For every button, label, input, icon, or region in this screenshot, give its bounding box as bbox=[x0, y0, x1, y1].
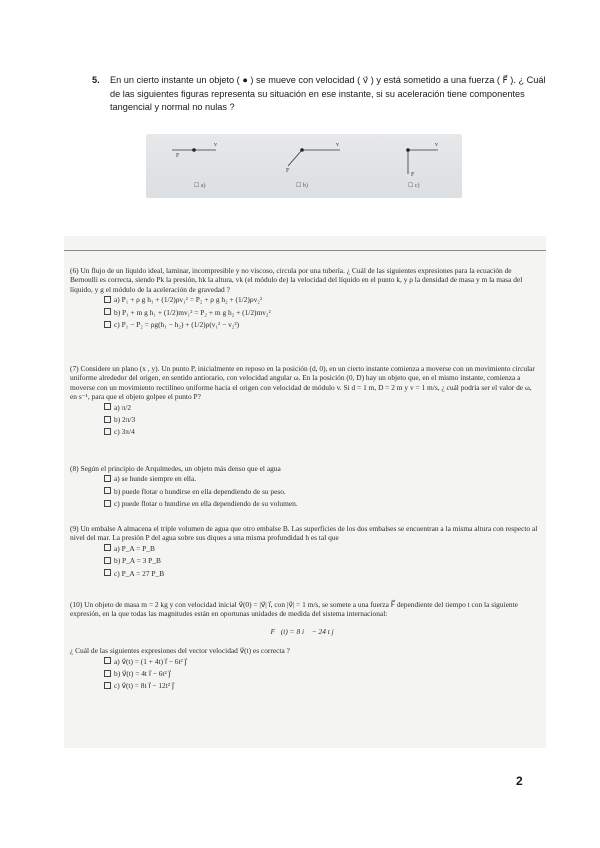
figure-a-v-label: v bbox=[214, 142, 217, 148]
checkbox-icon[interactable] bbox=[104, 475, 111, 482]
figure-b-f-label: F bbox=[286, 168, 290, 174]
checkbox-icon[interactable] bbox=[104, 670, 111, 677]
checkbox-icon[interactable] bbox=[104, 428, 111, 435]
question-5-text: En un cierto instante un objeto ( ● ) se mueve con velocidad ( v⃗ ) y está sometido a una fuerza ( F⃗ ). ¿ Cuál de las siguientes figuras representa su situación en ese instante, si su aceleración tiene componentes tangencial y normal no nulas ? bbox=[110, 75, 546, 112]
question-7-option-c[interactable]: c) 3π/4 bbox=[104, 426, 540, 438]
question-10-option-c[interactable]: c) v⃗(t) = 8t i⃗ − 12t² j⃗ bbox=[104, 680, 540, 692]
question-9-text: (9) Un embalse A almacena el triple volumen de agua que otro embalse B. Las superficies de los dos embalses se encuentran a la misma altura con respecto al nivel del mar. La presión P del agua sobre sus diques a una misma profundidad h es tal que bbox=[70, 524, 538, 543]
question-10-text: (10) Un objeto de masa m = 2 kg y con velocidad inicial v⃗(0) = |v⃗| i⃗, con |v⃗| = 1 m/s, se somete a una fuerza F⃗ dependiente del tiempo t con la siguiente expresión, en la que todas las magnitudes están en oportunas unidades de medida del sistema internacional: bbox=[70, 600, 518, 619]
question-6-text: (6) Un flujo de un líquido ideal, laminar, incompresible y no viscoso, circula por una tubería. ¿ Cuál de las siguientes expresiones para la ecuación de Bernoulli es correcta, siendo Pk la presión, hk la altura, vk (el módulo de) la velocidad del líquido en el punto k, y ρ la densidad de masa y m la masa del líquido, y g el módulo de la aceleración de gravedad ? bbox=[70, 266, 523, 294]
scanned-exam-page bbox=[64, 236, 546, 748]
question-10-option-a[interactable]: a) v⃗(t) = (1 + 4t) i⃗ − 6t² j⃗ bbox=[104, 656, 540, 668]
checkbox-icon[interactable] bbox=[104, 557, 111, 564]
question-5-option-b[interactable]: ☐ b) bbox=[296, 183, 308, 189]
page-number: 2 bbox=[516, 774, 523, 788]
question-9-option-b[interactable]: b) P_A = 3 P_B bbox=[104, 555, 540, 567]
figure-b-force-vector bbox=[288, 150, 302, 166]
checkbox-icon[interactable] bbox=[104, 569, 111, 576]
question-7-text: (7) Considere un plano (x , y). Un punto P, inicialmente en reposo en la posición (d, 0), en un cierto instante comienza a moverse con un movimiento circular uniforme alrededor del origen, en sentido antiorario, con velocidad angular ω. En la posición (0, D) hay un objeto que, en el mismo instante, comienza a moverse con un movimiento rectilíneo uniforme hacia el origen con velocidad de módulo v. Si d = 1 m, D = 2 m y v = 1 m/s, ¿ cuál podría ser el valor de ω, en s⁻¹, para que el objeto golpee el punto P? bbox=[70, 364, 535, 402]
figure-a-object bbox=[192, 148, 196, 152]
question-8 bbox=[70, 464, 540, 511]
checkbox-icon[interactable] bbox=[104, 657, 111, 664]
question-8-option-a[interactable]: a) se hunde siempre en ella. bbox=[104, 473, 540, 485]
question-9-option-c[interactable]: c) P_A = 27 P_B bbox=[104, 568, 540, 580]
figure-c-f-label: F bbox=[411, 172, 415, 178]
figure-a-f-label: F bbox=[176, 153, 180, 159]
top-rule bbox=[64, 250, 546, 251]
figure-c-v-label: v bbox=[435, 142, 438, 148]
question-7 bbox=[70, 364, 540, 439]
checkbox-icon[interactable] bbox=[104, 416, 111, 423]
figure-c-object bbox=[406, 148, 410, 152]
checkbox-icon[interactable] bbox=[104, 487, 111, 494]
question-8-option-b[interactable]: b) puede flotar o hundirse en ella dependiendo de su peso. bbox=[104, 486, 540, 498]
checkbox-icon[interactable] bbox=[104, 682, 111, 689]
question-6-option-c[interactable]: c) P₁ − P₂ = ρg(h₁ − h₂) + (1/2)ρ(v₁² − v₂²) bbox=[104, 319, 540, 331]
question-9-option-a[interactable]: a) P_A = P_B bbox=[104, 543, 540, 555]
question-5 bbox=[92, 74, 552, 115]
checkbox-icon[interactable] bbox=[104, 296, 111, 303]
question-5-figures bbox=[146, 134, 462, 198]
checkbox-icon[interactable] bbox=[104, 403, 111, 410]
question-7-option-b[interactable]: b) 2π/3 bbox=[104, 414, 540, 426]
question-6 bbox=[70, 266, 540, 331]
question-8-text: (8) Según el principio de Arquímedes, un objeto más denso que el agua bbox=[70, 464, 281, 473]
question-6-option-a[interactable]: a) P₁ + ρ g h₁ + (1/2)ρv₁² = P₂ + ρ g h₂ + (1/2)ρv₂² bbox=[104, 294, 540, 306]
question-10-option-b[interactable]: b) v⃗(t) = 4t i⃗ − 6t² j⃗ bbox=[104, 668, 540, 680]
checkbox-icon[interactable] bbox=[104, 544, 111, 551]
question-5-option-c[interactable]: ☐ c) bbox=[408, 183, 420, 189]
checkbox-icon[interactable] bbox=[104, 321, 111, 328]
figure-b-v-label: v bbox=[336, 142, 339, 148]
checkbox-icon[interactable] bbox=[104, 500, 111, 507]
checkbox-icon[interactable] bbox=[104, 308, 111, 315]
question-9 bbox=[70, 524, 540, 580]
question-8-option-c[interactable]: c) puede flotar o hundirse en ella dependiendo de su volumen. bbox=[104, 498, 540, 510]
question-10 bbox=[70, 600, 540, 693]
question-10-question: ¿ Cuál de las siguientes expresiones del vector velocidad v⃗(t) es correcta ? bbox=[70, 646, 290, 656]
question-5-number: 5. bbox=[92, 75, 100, 85]
question-5-option-a[interactable]: ☐ a) bbox=[194, 183, 206, 189]
question-7-option-a[interactable]: a) π/2 bbox=[104, 402, 540, 414]
question-6-option-b[interactable]: b) P₁ + m g h₁ + (1/2)mv₁² = P₂ + m g h₂ + (1/2)mv₂² bbox=[104, 307, 540, 319]
figure-b-object bbox=[300, 148, 304, 152]
question-10-formula: F⃗(t) = 8 i⃗ − 24 t j⃗ bbox=[270, 626, 340, 636]
